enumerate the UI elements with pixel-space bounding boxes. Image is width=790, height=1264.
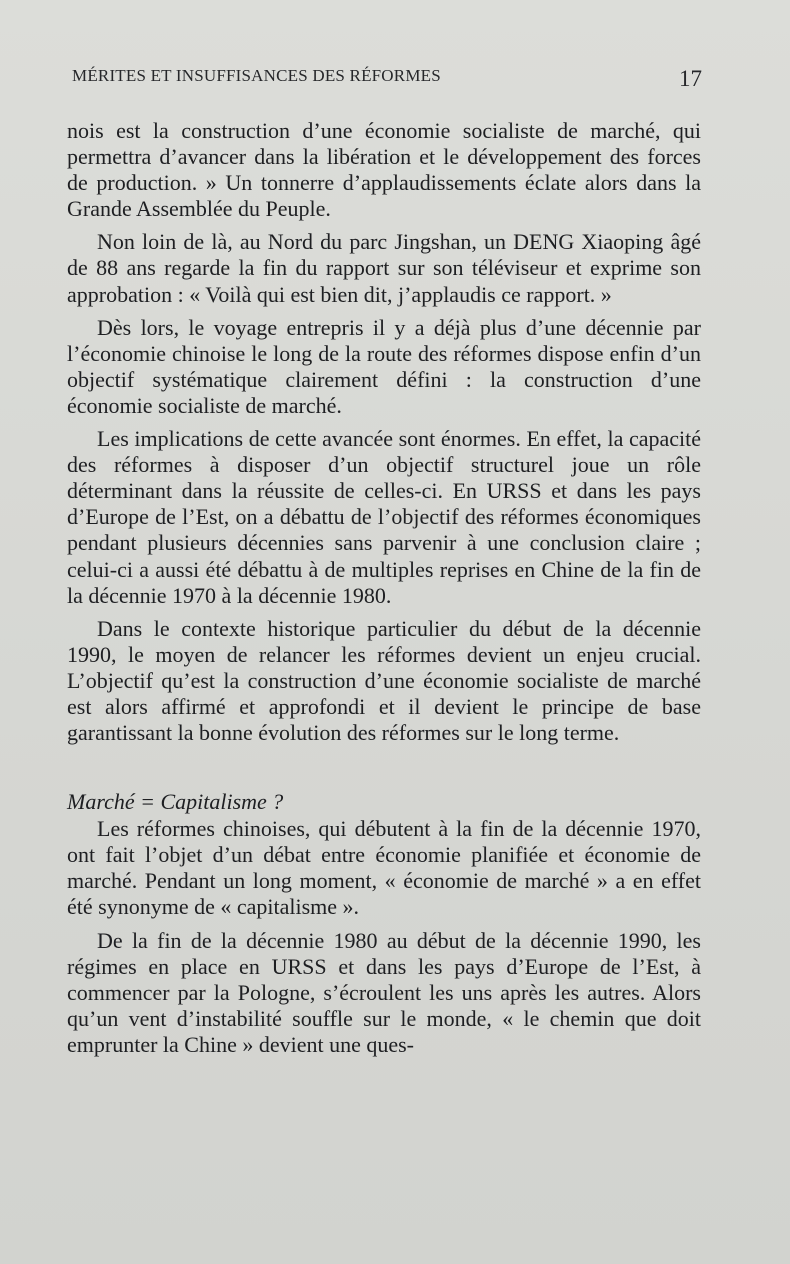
section-heading: Marché = Capitalisme ?: [67, 789, 284, 815]
paragraph: De la fin de la décennie 1980 au début de la décennie 1990, les régimes en place en URSS et dans les pays d’Europe de l’Est, à commencer par la Pologne, s’écroulent les uns après les autres. Alors qu’un vent d’instabilité souffle sur le monde, « le chemin que doit emprunter la Chine » devient une ques-: [67, 927, 701, 1057]
paragraph: Dans le contexte historique particulier du début de la décennie 1990, le moyen de relancer les réformes devient un enjeu crucial. L’objectif qu’est la construction d’une économie socialiste de marché est alors affirmé et approfondi et il devient le principe de base garantissant la bonne évolution des réformes sur le long terme.: [67, 615, 701, 746]
body-text: [67, 118, 701, 1065]
paragraph: Les implications de cette avancée sont énormes. En effet, la capacité des réformes à disposer d’un objectif structurel joue un rôle déterminant dans la réussite de celles-ci. En URSS et dans les pays d’Europe de l’Est, on a débattu de l’objectif des réformes économiques pendant plusieurs décennies sans parvenir à une conclusion claire ; celui-ci a aussi été débattu à de multiples reprises en Chine de la fin de la décennie 1970 à la décennie 1980.: [67, 426, 701, 608]
paragraph: Non loin de là, au Nord du parc Jingshan, un DENG Xiaoping âgé de 88 ans regarde la fin du rapport sur son téléviseur et exprime son approbation : « Voilà qui est bien dit, j’applaudis ce rapport. »: [67, 229, 701, 307]
paragraph: nois est la construction d’une économie socialiste de marché, qui permettra d’avancer dans la libération et le développement des forces de production. » Un tonnerre d’applaudissements éclate alors dans la Grande Assemblée du Peuple.: [67, 118, 701, 222]
paragraph: Les réformes chinoises, qui débutent à la fin de la décennie 1970, ont fait l’objet d’un débat entre économie planifiée et économie de marché. Pendant un long moment, « économie de marché » a en effet été synonyme de « capitalisme ».: [67, 816, 701, 920]
paragraph: Dès lors, le voyage entrepris il y a déjà plus d’une décennie par l’économie chinoise le long de la route des réformes dispose enfin d’un objectif systématique clairement défini : la construction d’une économie socialiste de marché.: [67, 314, 701, 418]
page-number: 17: [679, 66, 702, 91]
running-title: MÉRITES ET INSUFFISANCES DES RÉFORMES: [72, 66, 441, 85]
